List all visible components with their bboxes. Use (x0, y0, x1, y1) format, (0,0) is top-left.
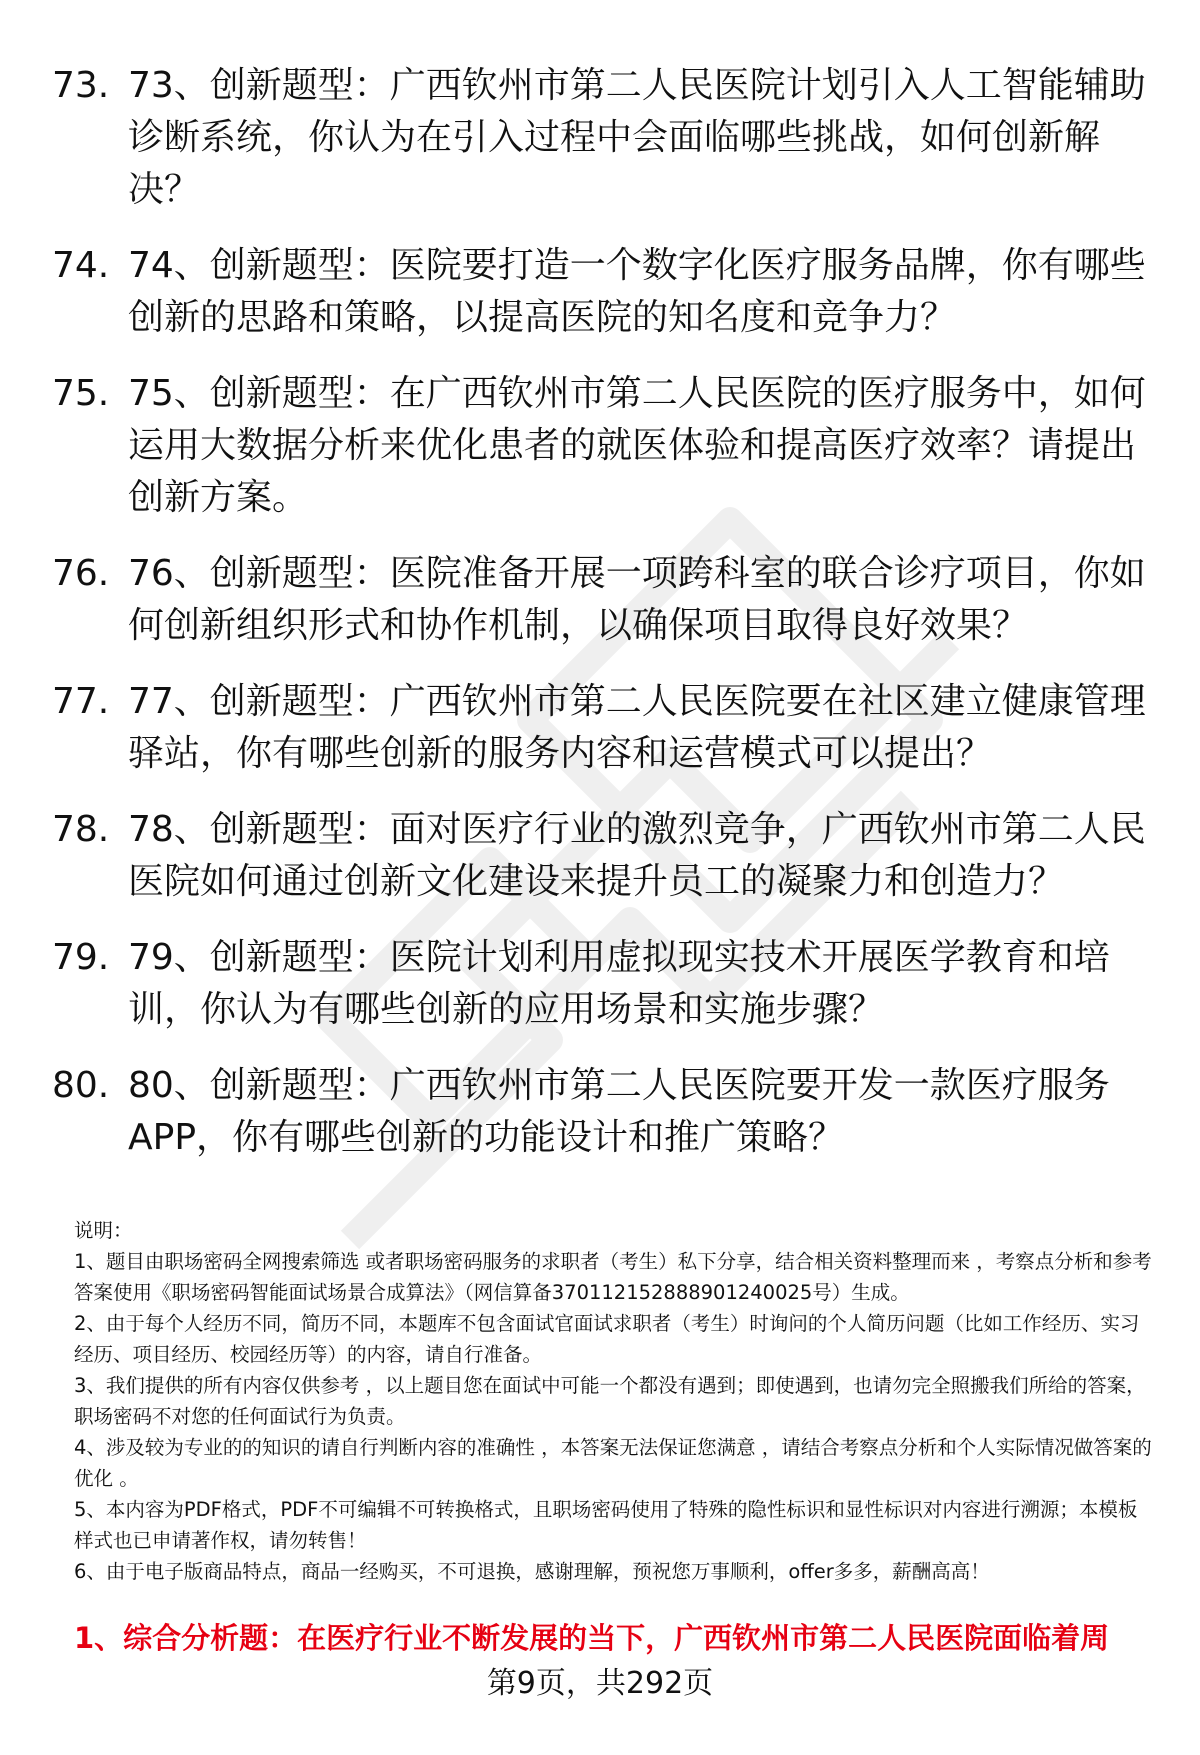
question-item (0, 368, 1200, 524)
note-item: 3、我们提供的所有内容仅供参考 ，以上题目您在面试中可能一个都没有遇到；即使遇到，也请勿完全照搬我们所给的答案，职场密码不对您的任何面试行为负责。 (74, 1374, 1146, 1428)
question-item (0, 932, 1200, 1036)
question-text: 73、创新题型：广西钦州市第二人民医院计划引入人工智能辅助诊断系统，你认为在引入过程中会面临哪些挑战，如何创新解决？ (128, 65, 1146, 210)
page-number: 第9页，共292页 (486, 1666, 714, 1701)
question-number: 78. (52, 809, 110, 850)
question-list (0, 60, 1200, 1188)
question-number: 80. (52, 1065, 110, 1106)
notes-title: 说明： (74, 1219, 133, 1242)
note-item: 1、题目由职场密码全网搜索筛选 或者职场密码服务的求职者（考生）私下分享，结合相关资料整理而来 ，考察点分析和参考答案使用《职场密码智能面试场景合成算法》（网信算备370112152888901240025号）生成。 (74, 1250, 1152, 1304)
question-item (0, 676, 1200, 780)
question-number: 73. (52, 65, 110, 106)
question-text: 79、创新题型：医院计划利用虚拟现实技术开展医学教育和培训，你认为有哪些创新的应用场景和实施步骤？ (128, 937, 1110, 1030)
question-number: 74. (52, 245, 110, 286)
question-text: 74、创新题型：医院要打造一个数字化医疗服务品牌，你有哪些创新的思路和策略，以提高医院的知名度和竞争力？ (128, 245, 1146, 338)
question-item (0, 60, 1200, 216)
question-number: 79. (52, 937, 110, 978)
question-text: 78、创新题型：面对医疗行业的激烈竞争，广西钦州市第二人民医院如何通过创新文化建设来提升员工的凝聚力和创造力？ (128, 809, 1146, 902)
analysis-question-heading: 1、综合分析题：在医疗行业不断发展的当下，广西钦州市第二人民医院面临着周 (74, 1621, 1110, 1655)
question-number: 75. (52, 373, 110, 414)
note-item: 2、由于每个人经历不同，简历不同，本题库不包含面试官面试求职者（考生）时询问的个人简历问题（比如工作经历、实习经历、项目经历、校园经历等）的内容，请自行准备。 (74, 1312, 1140, 1366)
question-text: 76、创新题型：医院准备开展一项跨科室的联合诊疗项目，你如何创新组织形式和协作机制，以确保项目取得良好效果？ (128, 553, 1146, 646)
note-item: 5、本内容为PDF格式，PDF不可编辑不可转换格式，且职场密码使用了特殊的隐性标识和显性标识对内容进行溯源；本模板样式也已申请著作权，请勿转售！ (74, 1498, 1138, 1552)
question-text: 75、创新题型：在广西钦州市第二人民医院的医疗服务中，如何运用大数据分析来优化患者的就医体验和提高医疗效率？请提出创新方案。 (128, 373, 1146, 518)
question-number: 76. (52, 553, 110, 594)
notes-section (74, 1215, 1154, 1587)
question-item (0, 240, 1200, 344)
question-item (0, 804, 1200, 908)
note-item: 6、由于电子版商品特点，商品一经购买，不可退换，感谢理解，预祝您万事顺利，offer多多，薪酬高高！ (74, 1560, 990, 1583)
question-item (0, 1060, 1200, 1164)
question-item (0, 548, 1200, 652)
note-item: 4、涉及较为专业的的知识的请自行判断内容的准确性 ，本答案无法保证您满意 ，请结合考察点分析和个人实际情况做答案的优化 。 (74, 1436, 1152, 1490)
question-text: 80、创新题型：广西钦州市第二人民医院要开发一款医疗服务APP，你有哪些创新的功能设计和推广策略？ (128, 1065, 1110, 1158)
question-number: 77. (52, 681, 110, 722)
question-text: 77、创新题型：广西钦州市第二人民医院要在社区建立健康管理驿站，你有哪些创新的服务内容和运营模式可以提出？ (128, 681, 1146, 774)
